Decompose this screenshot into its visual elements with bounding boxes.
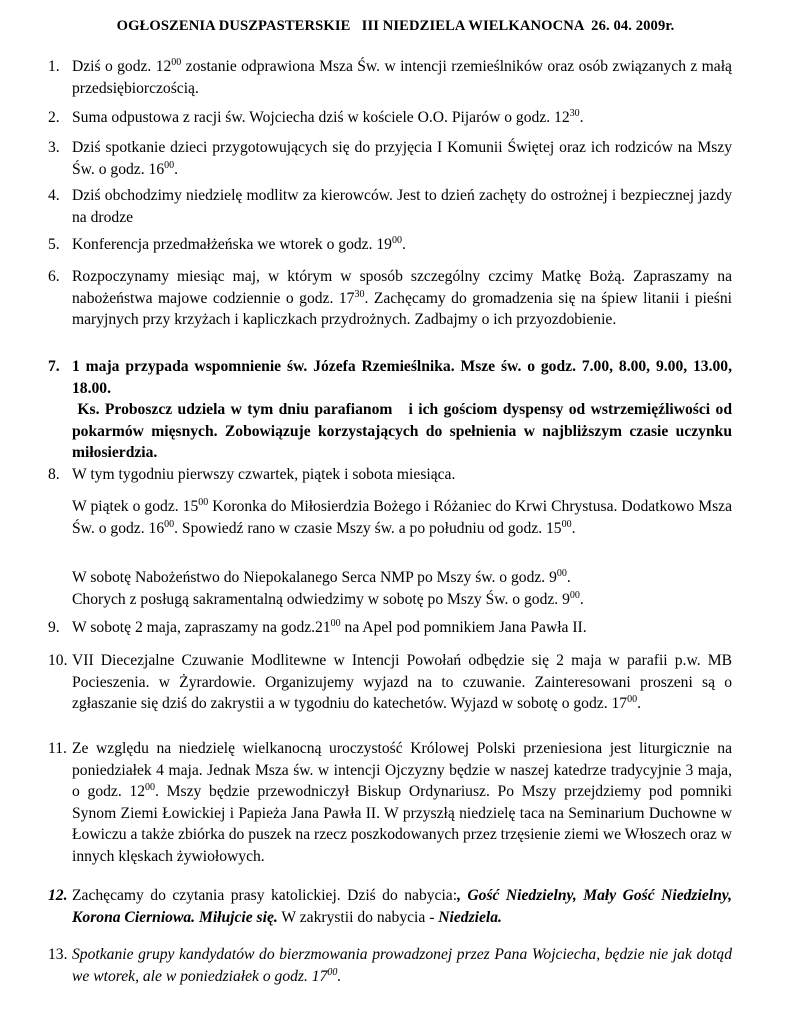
announcement-7: 7. 1 maja przypada wspomnienie św. Józefa Rzemieślnika. Msze św. o godz. 7.00, 8.00, 9.00, 13.00, 18.00. Ks. Proboszcz udziela w tym dniu parafianom i ich gościom dyspensy od wstrzemięźliwości od pokarmów mięsnych. Zobowiązuje korzystających do spełnienia w najbliższym czasie uczynku miłosierdzia. <box>48 356 732 464</box>
dispensation-text: Ks. Proboszcz udziela w tym dniu parafianom i ich gościom dyspensy od wstrzemięźliwości od pokarmów mięsnych. Zobowiązuje korzystających do spełnienia w najbliższym czasie uczynku miłosierdzia. <box>72 401 736 461</box>
page-title: OGŁOSZENIA DUSZPASTERSKIE III NIEDZIELA WIELKANOCNA 26. 04. 2009r. <box>116 18 675 34</box>
item-number: 2. <box>48 109 60 126</box>
item-number: 5. <box>48 236 60 253</box>
item-number: 7. <box>48 358 60 375</box>
item-number: 6. <box>48 268 60 285</box>
announcement-11: 11. Ze względu na niedzielę wielkanocną uroczystość Królowej Polski przeniesiona jest liturgicznie na poniedziałek 4 maja. Jednak Msza św. w intencji Ojczyzny będzie w naszej katedrze tradycyjnie 3 maja, o godz. $12^{00}$. Mszy będzie przewodniczył Biskup Ordynariusz. Po Mszy przejdziemy pod pomniki Synom Ziemi Łowickiej i Papieża Jana Pawła II. W przyszłą niedzielę taca na Seminarium Duchowne w Łowiczu a także zbiórka do puszek na rzecz poszkodowanych przez trzęsienie ziemi we Włoszech oraz w innych klęskach żywiołowych. <box>48 740 732 865</box>
item-number: 8. <box>48 466 60 483</box>
announcement-10: 10. VII Diecezjalne Czuwanie Modlitewne w Intencji Powołań odbędzie się 2 maja w parafii p.w. MB Pocieszenia. w Żyrardowie. Organizujemy wyjazd na to czuwanie. Zainteresowani proszeni są o zgłaszanie się dziś do zakrystii a w tygodniu do katechetów. Wyjazd w sobotę o godz. $17^{00}$. <box>48 652 732 712</box>
saturday-schedule: W sobotę Nabożeństwo do Niepokalanego Serca NMP po Mszy św. o godz. $9^{00}$. Chorych z posługą sakramentalną odwiedzimy w sobotę po Mszy Św. o godz. $9^{00}$. <box>72 567 584 608</box>
announcement-1: 1. Dziś o godz. $12^{00}$ zostanie odprawiona Msza Św. w intencji rzemieślników oraz osób związanych z małą przedsiębiorczością. <box>48 56 732 97</box>
announcement-3: 3. Dziś spotkanie dzieci przygotowujących się do przyjęcia I Komunii Świętej oraz ich rodziców na Mszy Św. o godz. $16^{00}$. <box>48 139 732 178</box>
item-number: 12. <box>48 887 68 904</box>
item-number: 9. <box>48 619 60 636</box>
announcement-13: 13. Spotkanie grupy kandydatów do bierzmowania prowadzonej przez Pana Wojciecha, będzie nie jak dotąd we wtorek, ale w poniedziałek o godz. $17^{00}$. <box>48 946 732 985</box>
announcement-2: 2. Suma odpustowa z racji św. Wojciecha dziś w kościele O.O. Pijarów o godz. $12^{30}$. <box>48 107 732 129</box>
item-number: 4. <box>48 187 60 204</box>
item-number: 1. <box>48 58 60 75</box>
announcement-5: 5. Konferencja przedmałżeńska we wtorek o godz. $19^{00}$. <box>48 234 732 256</box>
item-number: 3. <box>48 139 60 156</box>
item-number: 11. <box>48 740 67 757</box>
item-number: 10. <box>48 652 68 669</box>
announcement-12: 12. Zachęcamy do czytania prasy katolickiej. Dziś do nabycia:, Gość Niedzielny, Mały Gość Niedzielny, Korona Cierniowa. Miłujcie się. W zakrystii do nabycia - Niedziela. <box>48 887 732 926</box>
announcement-4: 4. Dziś obchodzimy niedzielę modlitw za kierowców. Jest to dzień zachęty do ostrożnej i bezpiecznej jazdy na drodze <box>48 187 732 226</box>
item-number: 13. <box>48 946 68 963</box>
friday-schedule: W piątek o godz. $15^{00}$ Koronka do Miłosierdzia Bożego i Różaniec do Krwi Chrystusa. Dodatkowo Msza Św. o godz. $16^{00}$. Spowiedź rano w czasie Mszy św. a po południu od godz. $15^{00}$. <box>72 496 732 537</box>
announcement-6: 6. Rozpoczynamy miesiąc maj, w którym w sposób szczególny czcimy Matkę Bożą. Zapraszamy na nabożeństwa majowe codziennie o godz. $17^{30}$. Zachęcamy do gromadzenia się na śpiew litanii i pieśni maryjnych przy krzyżach i kapliczkach przydrożnych. Zadbajmy o ich przyozdobienie. <box>48 268 733 328</box>
announcement-8: 8. W tym tygodniu pierwszy czwartek, piątek i sobota miesiąca. <box>48 464 732 486</box>
announcement-9: 9. W sobotę 2 maja, zapraszamy na $godz.21^{00}$ na Apel pod pomnikiem Jana Pawła II. <box>48 617 732 639</box>
